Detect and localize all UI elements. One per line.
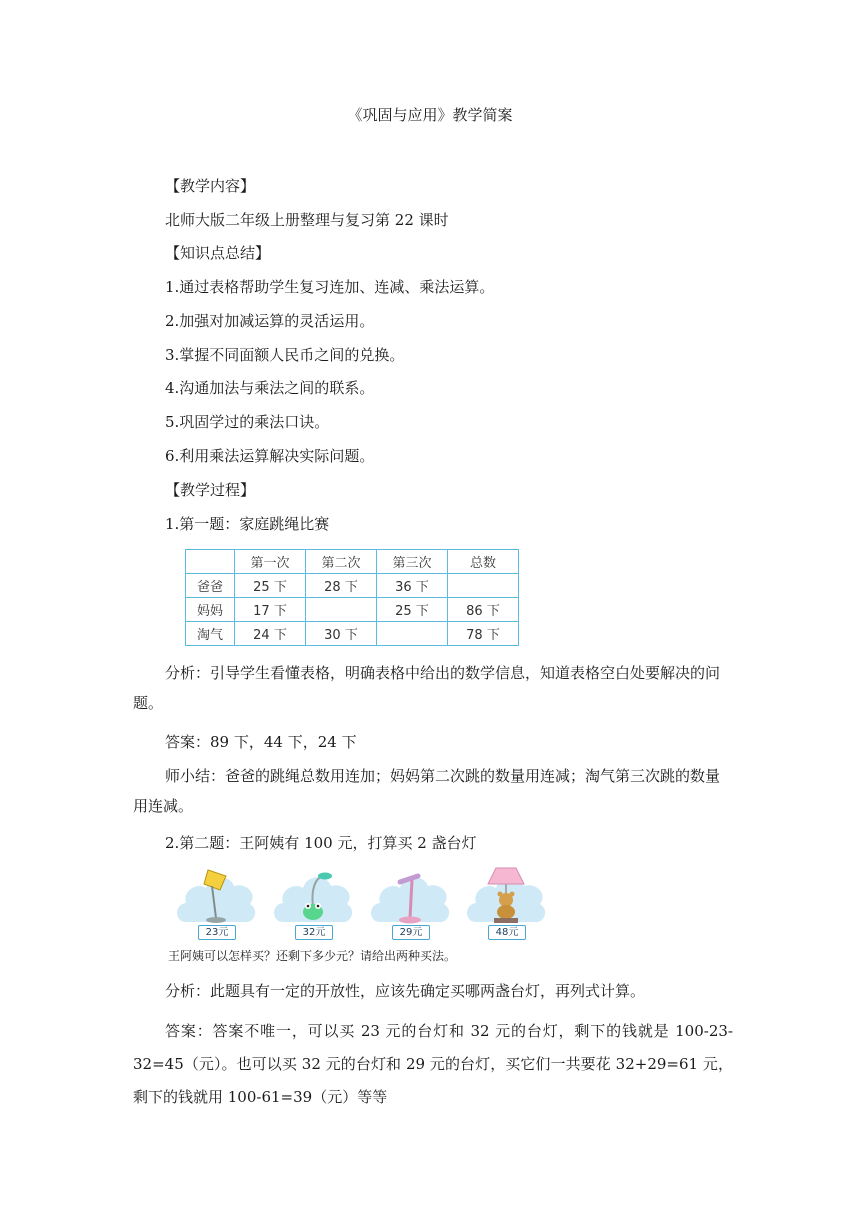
- price-tag: 29元: [392, 925, 430, 940]
- table-row-label: 妈妈: [186, 598, 235, 622]
- table-row: [186, 574, 519, 598]
- summary-item: 5.巩固学过的乘法口诀。: [165, 413, 330, 431]
- table-cell: 17 下: [235, 598, 306, 622]
- knowledge-summary-heading: 【知识点总结】: [165, 244, 271, 262]
- table-cell: 25 下: [377, 598, 448, 622]
- price-tag: 32元: [295, 925, 333, 940]
- summary-item: 3.掌握不同面额人民币之间的兑换。: [165, 346, 405, 364]
- summary-item: 4.沟通加法与乘法之间的联系。: [165, 379, 375, 397]
- price-tag: 48元: [488, 925, 526, 940]
- table-header-cell: 第二次: [306, 550, 377, 574]
- teaching-content-heading: 【教学内容】: [165, 177, 256, 195]
- table-row-label: 爸爸: [186, 574, 235, 598]
- table-cell: [186, 550, 235, 574]
- q2-analysis: 分析：此题具有一定的开放性，应该先确定买哪两盏台灯，再列式计算。: [165, 982, 646, 1000]
- table-cell: [306, 598, 377, 622]
- summary-item: 2.加强对加减运算的灵活运用。: [165, 312, 375, 330]
- summary-item: 1.通过表格帮助学生复习连加、连减、乘法运算。: [165, 278, 495, 296]
- table-header-row: [186, 550, 519, 574]
- table-cell: 24 下: [235, 622, 306, 646]
- table-cell: 25 下: [235, 574, 306, 598]
- lamp-question-caption: 王阿姨可以怎样买？还剩下多少元？请给出两种买法。: [168, 949, 457, 963]
- page-title: 《巩固与应用》教学简案: [347, 106, 513, 124]
- lamp-item: [273, 862, 353, 944]
- q1-analysis: 分析：引导学生看懂表格，明确表格中给出的数学信息，知道表格空白处要解决的问题。: [133, 664, 721, 712]
- teaching-content-text: 北师大版二年级上册整理与复习第 22 课时: [165, 211, 449, 229]
- pink-desk-lamp-icon: [390, 866, 430, 926]
- lamp-item: [466, 862, 546, 944]
- table-row-label: 淘气: [186, 622, 235, 646]
- table-cell: [448, 574, 519, 598]
- question-2-title: 2.第二题：王阿姨有 100 元，打算买 2 盏台灯: [165, 834, 477, 852]
- summary-item: 6.利用乘法运算解决实际问题。: [165, 447, 375, 465]
- lamp-item: [370, 862, 450, 944]
- table-cell: 28 下: [306, 574, 377, 598]
- question-1-title: 1.第一题：家庭跳绳比赛: [165, 515, 330, 533]
- q2-answer: 答案：答案不唯一，可以买 23 元的台灯和 32 元的台灯，剩下的钱就是 100-23-32=45（元）。也可以买 32 元的台灯和 29 元的台灯，买它们一共要花 32+29=61 元，剩下的钱就用 100-61=39（元）等等: [133, 1022, 733, 1106]
- jump-rope-table: [185, 549, 519, 646]
- lamp-item: [176, 862, 256, 944]
- price-tag: 23元: [198, 925, 236, 940]
- table-header-cell: 第一次: [235, 550, 306, 574]
- table-cell: 30 下: [306, 622, 377, 646]
- q1-answer: 答案：89 下，44 下，24 下: [165, 733, 357, 751]
- table-cell: 36 下: [377, 574, 448, 598]
- teacher-summary: 师小结：爸爸的跳绳总数用连加；妈妈第二次跳的数量用连减；淘气第三次跳的数量用连减。: [133, 767, 721, 815]
- table-cell: [377, 622, 448, 646]
- lamp-price-illustration: [168, 862, 548, 966]
- table-cell: 78 下: [448, 622, 519, 646]
- table-row: [186, 622, 519, 646]
- yellow-desk-lamp-icon: [196, 866, 236, 926]
- table-header-cell: 第三次: [377, 550, 448, 574]
- teaching-process-heading: 【教学过程】: [165, 481, 256, 499]
- bear-table-lamp-icon: [484, 864, 528, 926]
- table-header-cell: 总数: [448, 550, 519, 574]
- table-row: [186, 598, 519, 622]
- frog-desk-lamp-icon: [293, 866, 333, 926]
- table-cell: 86 下: [448, 598, 519, 622]
